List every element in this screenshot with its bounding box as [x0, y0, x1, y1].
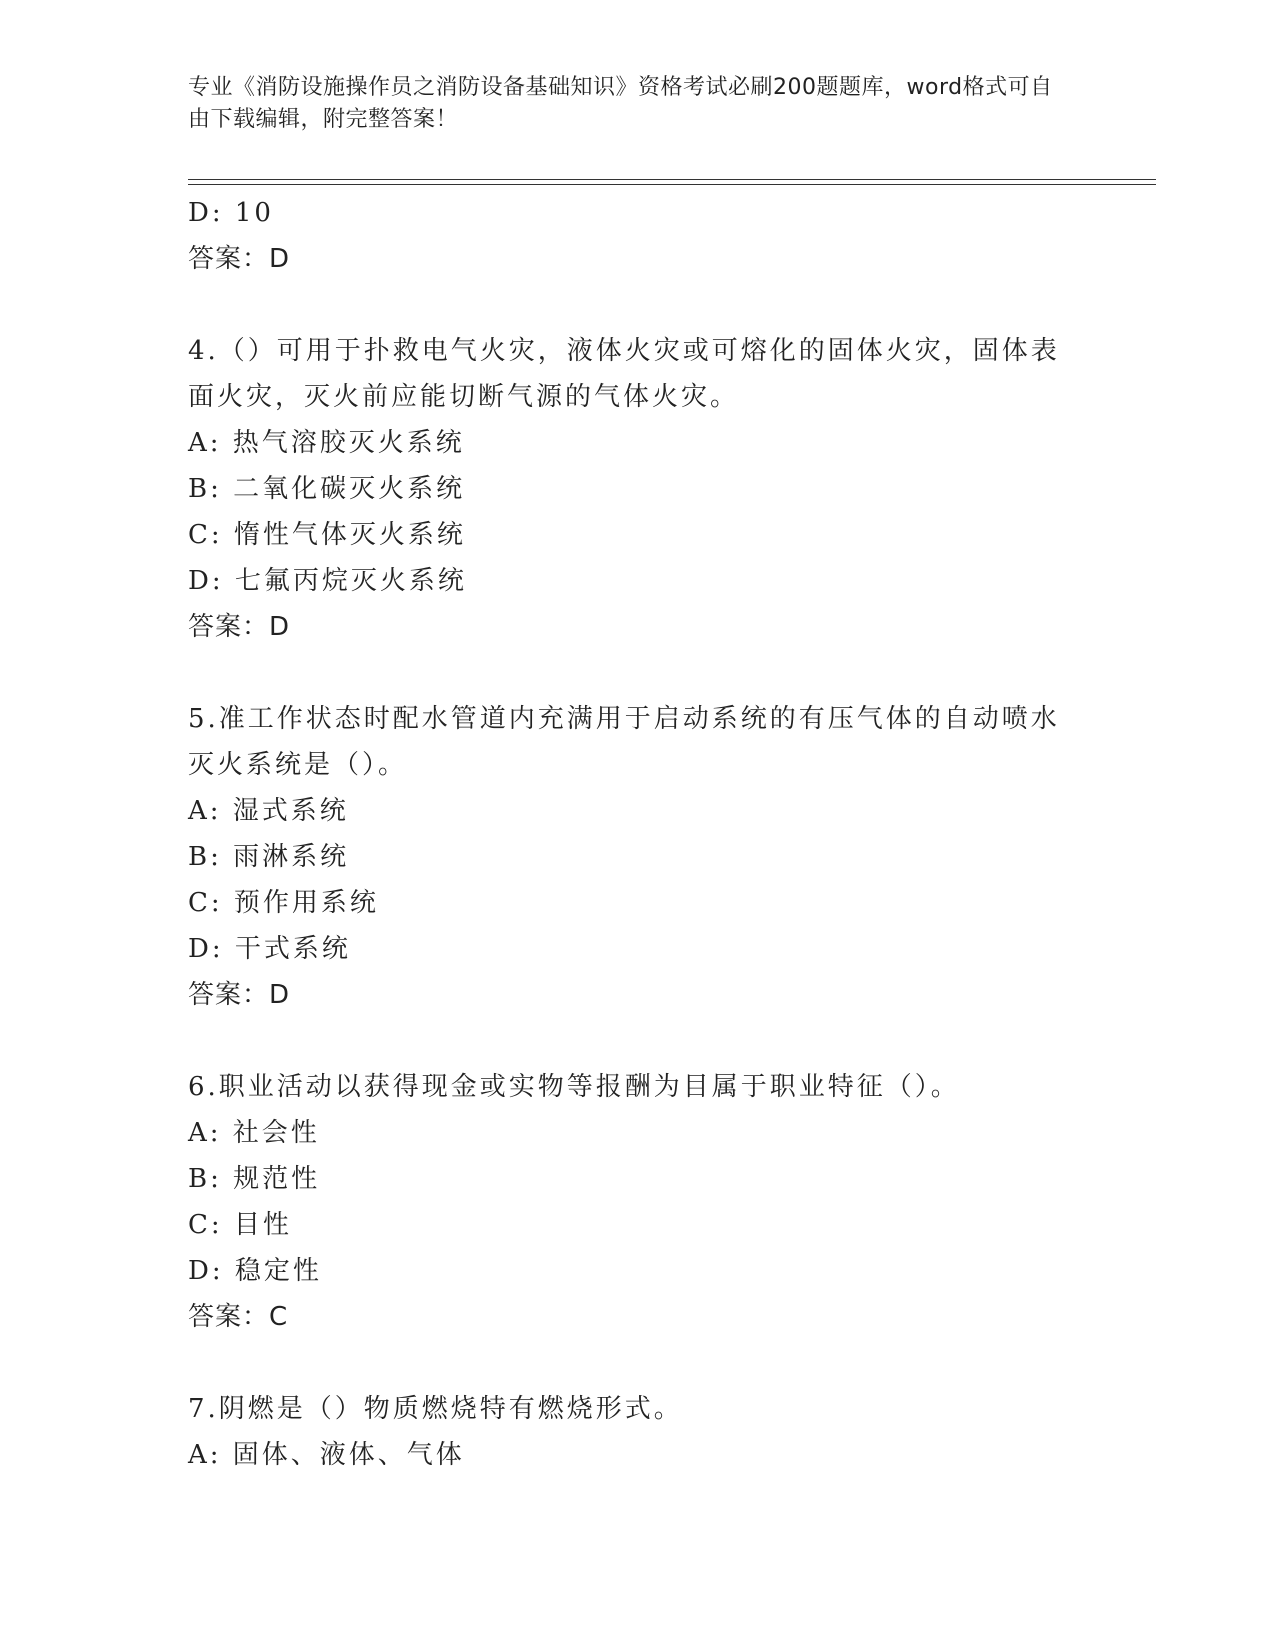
option-c: C: 惰性气体灭火系统 — [188, 520, 466, 550]
option-b: B: 二氧化碳灭火系统 — [188, 474, 466, 504]
question-6 — [188, 1064, 1088, 1340]
option-b: B: 雨淋系统 — [188, 842, 350, 872]
question-text: 6.职业活动以获得现金或实物等报酬为目属于职业特征（）。 — [188, 1072, 960, 1102]
answer: 答案：D — [188, 980, 291, 1010]
option-a: A: 热气溶胶灭火系统 — [188, 428, 465, 458]
option-c: C: 预作用系统 — [188, 888, 379, 918]
question-text: 5.准工作状态时配水管道内充满用于启动系统的有压气体的自动喷水灭火系统是（）。 — [188, 704, 1060, 780]
option-d: D: 稳定性 — [188, 1256, 322, 1286]
answer: 答案：D — [188, 244, 291, 274]
option-a: A: 湿式系统 — [188, 796, 349, 826]
header-title: 专业《消防设施操作员之消防设备基础知识》资格考试必刷200题题库，word格式可自由下载编辑，附完整答案！ — [188, 75, 1053, 132]
question-text: 4.（）可用于扑救电气火灾，液体火灾或可熔化的固体火灾，固体表面火灾，灭火前应能切断气源的气体火灾。 — [188, 336, 1060, 412]
question-7 — [188, 1386, 1088, 1478]
header-divider-bottom — [188, 184, 1156, 185]
question-text: 7.阴燃是（）物质燃烧特有燃烧形式。 — [188, 1394, 683, 1424]
question-4 — [188, 328, 1088, 650]
answer: 答案：C — [188, 1302, 289, 1332]
option-c: C: 目性 — [188, 1210, 292, 1240]
option-d: D: 10 — [188, 198, 274, 228]
option-d: D: 七氟丙烷灭火系统 — [188, 566, 467, 596]
header-divider-top — [188, 179, 1156, 180]
option-d: D: 干式系统 — [188, 934, 351, 964]
answer: 答案：D — [188, 612, 291, 642]
question-5 — [188, 696, 1088, 1018]
option-b: B: 规范性 — [188, 1164, 321, 1194]
page-header — [188, 72, 1068, 136]
option-a: A: 社会性 — [188, 1118, 320, 1148]
document-body — [188, 190, 1088, 1478]
option-a: A: 固体、液体、气体 — [188, 1440, 465, 1470]
